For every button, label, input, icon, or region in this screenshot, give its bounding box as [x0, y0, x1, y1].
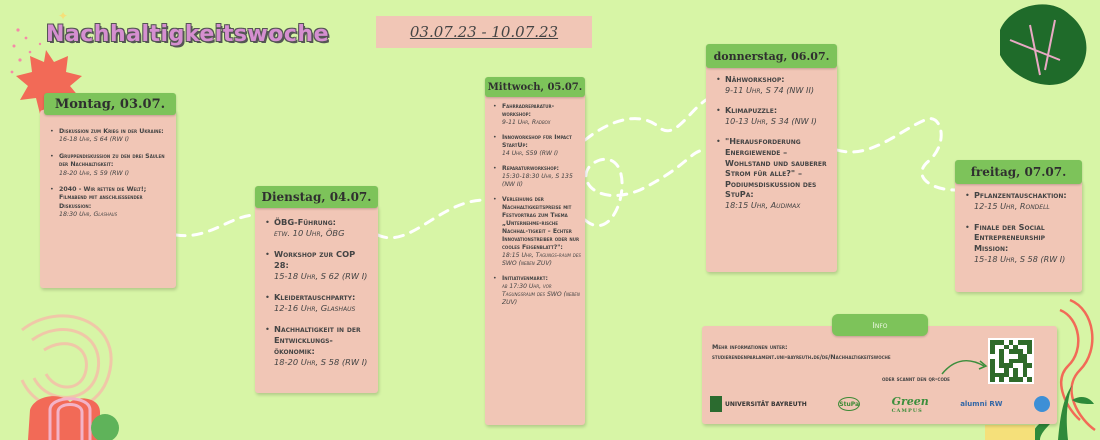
- event-title: • Pflanzentauschaktion:: [974, 190, 1067, 200]
- qr-hint-text: oder scannt den qr-code: [882, 376, 950, 383]
- event-title: • Reparaturworkshop:: [502, 165, 559, 172]
- event-item: [265, 217, 372, 239]
- university-logo-mark: [710, 396, 722, 412]
- event-title: • Fahrradreparatur-workshop:: [502, 103, 555, 118]
- alumni-logo: alumni RW: [960, 400, 1003, 408]
- dashed-path-top: [585, 100, 706, 140]
- event-detail: 15-18 Uhr, S 58 (RW I): [974, 253, 1066, 264]
- event-detail: 9-11 Uhr, Radbox: [502, 119, 551, 126]
- event-item: [50, 153, 170, 178]
- logo-row: [710, 392, 1050, 416]
- event-item: [265, 324, 372, 368]
- event-detail: 10-13 Uhr, S 34 (NW I): [725, 115, 817, 126]
- event-detail: 18-20 Uhr, S 58 (RW I): [274, 357, 368, 367]
- event-title: • Nähworkshop:: [725, 74, 785, 84]
- day-heading-donnerstag: donnerstag, 06.07.: [706, 44, 837, 68]
- event-item: [493, 165, 581, 189]
- event-detail: ab 17:30 Uhr, vor Tagungsraum des SWO (neben ZUV): [502, 283, 580, 306]
- green-campus-logo: [892, 395, 929, 414]
- event-title: • ÖBG-Führung:: [274, 217, 336, 227]
- event-list: [485, 93, 585, 307]
- event-detail: 18:30 Uhr, Glashaus: [59, 211, 118, 219]
- event-item: [965, 222, 1076, 265]
- day-heading-mittwoch: Mittwoch, 05.07.: [485, 77, 585, 97]
- event-item: [493, 134, 581, 158]
- scribble-shape: [22, 316, 111, 409]
- event-item: [493, 103, 581, 127]
- event-detail: 18:15 Uhr, Audimax: [725, 199, 801, 210]
- day-card-dienstag: [255, 205, 378, 393]
- sparkle-icon: ✦: [58, 9, 69, 23]
- event-detail: 18:15 Uhr, Tagungs-raum des SWO (neben ZUV): [502, 252, 581, 267]
- event-title: • Innoworkshop für Impact StartUp:: [502, 134, 572, 149]
- day-card-montag: [40, 110, 176, 288]
- event-detail: 15:30-18:30 Uhr, S 135 (NW II): [502, 173, 573, 188]
- event-detail: 9-11 Uhr, S 74 (NW II): [725, 84, 814, 95]
- event-list: [40, 110, 176, 220]
- globe-icon: [1034, 396, 1050, 412]
- event-detail: 18-20 Uhr, S 59 (RW I): [59, 169, 130, 177]
- yellow-block: [985, 425, 1035, 440]
- event-item: [265, 292, 372, 314]
- event-item: [265, 249, 372, 282]
- event-item: [493, 275, 581, 307]
- info-heading: Info: [832, 314, 928, 336]
- info-card: [702, 326, 1057, 424]
- event-list: [255, 205, 378, 368]
- event-item: [493, 196, 581, 268]
- event-list: [955, 180, 1082, 265]
- event-detail: 16-18 Uhr, S 64 (RW I): [59, 136, 130, 144]
- info-url-link[interactable]: studierendenparlament.uni-bayreuth.de/de/Nachhaltigkeitswoche: [712, 353, 891, 361]
- day-card-mittwoch: [485, 93, 585, 425]
- event-list: [706, 64, 837, 211]
- event-detail: 15-18 Uhr, S 62 (RW I): [274, 271, 368, 281]
- event-item: [965, 190, 1076, 212]
- info-text: Mehr informationen unter:: [712, 343, 788, 351]
- event-title: • Nachhaltigkeit in der Entwicklungs-ökonomik:: [274, 324, 361, 356]
- qr-code-pattern: [990, 340, 1032, 382]
- arrow-icon: [940, 356, 990, 378]
- poster-title: Nachhaltigkeitswoche: [46, 22, 329, 47]
- date-range: 03.07.23 - 10.07.23: [376, 16, 592, 48]
- event-title: • Initiativenmarkt:: [502, 275, 548, 282]
- event-title: • Workshop zur COP 28:: [274, 249, 356, 270]
- qr-cell: [1027, 377, 1032, 382]
- day-heading-freitag: freitag, 07.07.: [955, 160, 1082, 184]
- day-card-donnerstag: [706, 64, 837, 272]
- event-item: [50, 128, 170, 145]
- day-heading-montag: Montag, 03.07.: [44, 93, 176, 115]
- event-title: • Klimapuzzle:: [725, 105, 778, 116]
- event-detail: 12-16 Uhr, Glashaus: [274, 303, 356, 313]
- event-item: [50, 186, 170, 220]
- event-item: [716, 136, 831, 210]
- event-title: • Diskussion zum Krieg in der Ukraine:: [59, 128, 164, 135]
- university-logo-text: UNIVERSITÄT BAYREUTH: [725, 400, 807, 408]
- qr-code[interactable]: [988, 338, 1034, 384]
- event-detail: 14 Uhr, S59 (RW I): [502, 150, 559, 157]
- event-detail: 12-15 Uhr, Rondell: [974, 200, 1050, 211]
- event-title: • "Herausforderung Energiewende – Wohlstand und sauberer Strom für alle?" – Podiumsdiskussion des StuPa:: [725, 136, 827, 200]
- event-title: • Verleihung der Nachhaltigkeitspreise mit Festvortrag zum Thema „Unternehme-rische Nachhal-tigkeit – Echter Innovationstreiber oder nur cooles Feigenblatt?":: [502, 196, 580, 251]
- event-title: • Finale der Social Entrepreneurship Mission:: [974, 221, 1046, 254]
- event-detail: etw. 10 Uhr, ÖBG: [274, 228, 345, 238]
- day-heading-dienstag: Dienstag, 04.07.: [255, 186, 378, 208]
- day-card-freitag: [955, 180, 1082, 292]
- university-logo: [710, 396, 807, 412]
- event-item: [716, 105, 831, 126]
- event-title: • 2040 - Wir retten die Welt!; Filmabend mit anschließender Diskussion:: [59, 186, 147, 210]
- green-campus-text: Green CAMPUS: [891, 394, 929, 414]
- leaf-shape: [1000, 4, 1086, 85]
- event-item: [716, 74, 831, 95]
- event-title: • Gruppendiskussion zu den drei Säulen der Nachhaltigkeit:: [59, 152, 165, 169]
- stupa-logo: StuPa: [838, 397, 860, 411]
- event-title: • Kleidertauschparty:: [274, 292, 356, 302]
